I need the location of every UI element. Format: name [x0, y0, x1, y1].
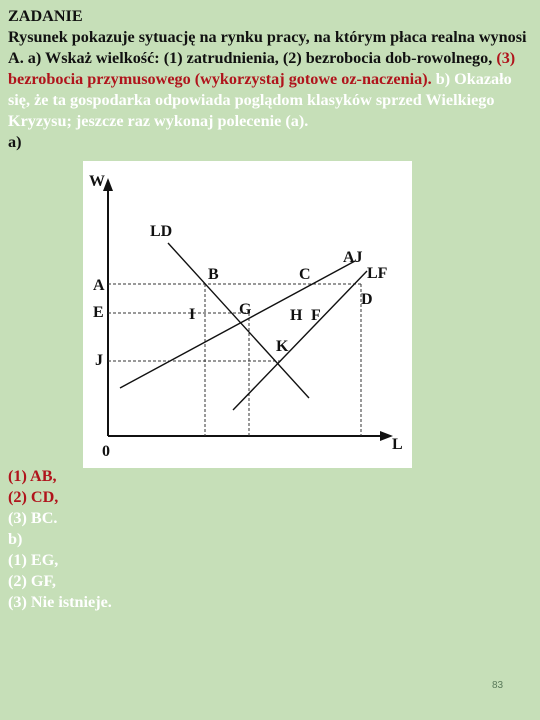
aj-curve: [120, 261, 355, 388]
aj-label: AJ: [343, 249, 363, 266]
ld-label: LD: [150, 223, 173, 240]
task-text: [8, 6, 536, 153]
task-question-part2-highlight: (3) bezrobocia przymusowego (wykorzystaj gotowe oz-naczenia).: [8, 49, 516, 88]
answer-b3: (3) Nie istnieje.: [8, 593, 112, 611]
point-b-label: B: [208, 266, 219, 283]
task-question-part3: b) Okazało się, że ta gospodarka odpowiada poglądom klasyków sprzed Wielkiego Kryzysu; jeszcze raz wykonaj polecenie (a).: [8, 70, 512, 130]
answer-b-label: b): [8, 530, 23, 548]
answer-b2: (2) GF,: [8, 572, 56, 590]
w-axis-label: W: [89, 173, 105, 190]
lf-label: LF: [367, 265, 388, 282]
lf-curve: [233, 271, 367, 410]
task-heading: ZADANIE: [8, 7, 83, 25]
point-i-label: I: [189, 306, 196, 323]
y-label-e: E: [93, 304, 104, 321]
point-d-label: D: [361, 291, 373, 308]
task-part-a-label: a): [8, 133, 22, 151]
answer-a3: (3) BC.: [8, 509, 58, 527]
task-question-part1: Rysunek pokazuje sytuację na rynku pracy, na którym płaca realna wynosi A. a) Wskaż wielkość: (1) zatrudnienia, (2) bezrobocia dob-rowolnego,: [8, 28, 527, 67]
answer-a2: (2) CD,: [8, 488, 59, 506]
answer-b1: (1) EG,: [8, 551, 59, 569]
point-f-label: F: [311, 307, 321, 324]
answer-a1: (1) AB,: [8, 467, 57, 485]
origin-label: 0: [102, 443, 110, 460]
page-number: 83: [492, 680, 504, 691]
point-k-label: K: [276, 338, 289, 355]
point-h-label: H: [290, 307, 303, 324]
y-label-a: A: [93, 277, 105, 294]
point-g-label: G: [239, 301, 252, 318]
y-label-j: J: [95, 352, 103, 369]
labor-market-diagram: [83, 161, 412, 468]
point-c-label: C: [299, 266, 311, 283]
labor-market-graph: [83, 161, 412, 468]
l-axis-label: L: [392, 436, 403, 453]
answers-block: [8, 466, 536, 613]
